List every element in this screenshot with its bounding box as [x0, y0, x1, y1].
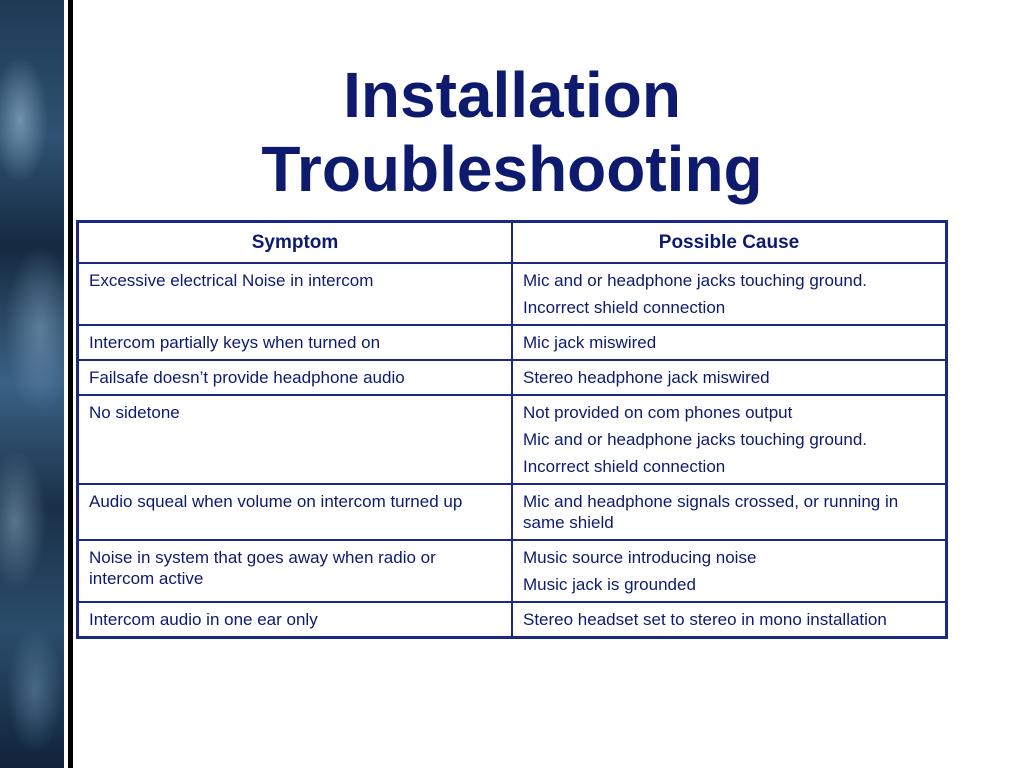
table-row — [78, 263, 947, 325]
cause-line: Mic and or headphone jacks touching ground. — [523, 271, 868, 290]
symptom-cell: Excessive electrical Noise in intercom — [78, 263, 513, 325]
cause-cell — [512, 602, 947, 638]
table-header-row — [78, 222, 947, 264]
symptom-cell: Intercom audio in one ear only — [78, 602, 513, 638]
cause-cell — [512, 360, 947, 395]
title-line-2: Troubleshooting — [261, 133, 763, 205]
side-divider-line — [68, 0, 73, 768]
cause-line: Music jack is grounded — [523, 575, 696, 594]
cause-cell — [512, 484, 947, 540]
table-row — [78, 540, 947, 602]
cause-cell — [512, 540, 947, 602]
cause-line: Incorrect shield connection — [523, 298, 726, 317]
cause-line: Stereo headphone jack miswired — [523, 368, 770, 387]
cause-line: Mic and or headphone jacks touching ground. — [523, 430, 868, 449]
header-symptom: Symptom — [78, 222, 513, 264]
cause-line: Not provided on com phones output — [523, 403, 793, 422]
cause-line: Music source introducing noise — [523, 548, 757, 567]
decorative-side-panel — [0, 0, 64, 768]
title-line-1: Installation — [343, 59, 681, 131]
cause-line: Mic and headphone signals crossed, or running in same shield — [523, 492, 899, 532]
slide-title — [80, 58, 944, 206]
troubleshooting-table — [76, 220, 948, 639]
symptom-cell: Intercom partially keys when turned on — [78, 325, 513, 360]
table-row — [78, 395, 947, 484]
header-possible-cause: Possible Cause — [512, 222, 947, 264]
table-row — [78, 602, 947, 638]
cause-line: Stereo headset set to stereo in mono installation — [523, 610, 887, 629]
symptom-cell: Failsafe doesn’t provide headphone audio — [78, 360, 513, 395]
cause-line: Mic jack miswired — [523, 333, 657, 352]
table-row — [78, 484, 947, 540]
cause-cell — [512, 395, 947, 484]
table-row — [78, 325, 947, 360]
cause-cell — [512, 325, 947, 360]
cause-line: Incorrect shield connection — [523, 457, 726, 476]
table-row — [78, 360, 947, 395]
symptom-cell: Noise in system that goes away when radio or intercom active — [78, 540, 513, 602]
symptom-cell: Audio squeal when volume on intercom turned up — [78, 484, 513, 540]
symptom-cell: No sidetone — [78, 395, 513, 484]
cause-cell — [512, 263, 947, 325]
